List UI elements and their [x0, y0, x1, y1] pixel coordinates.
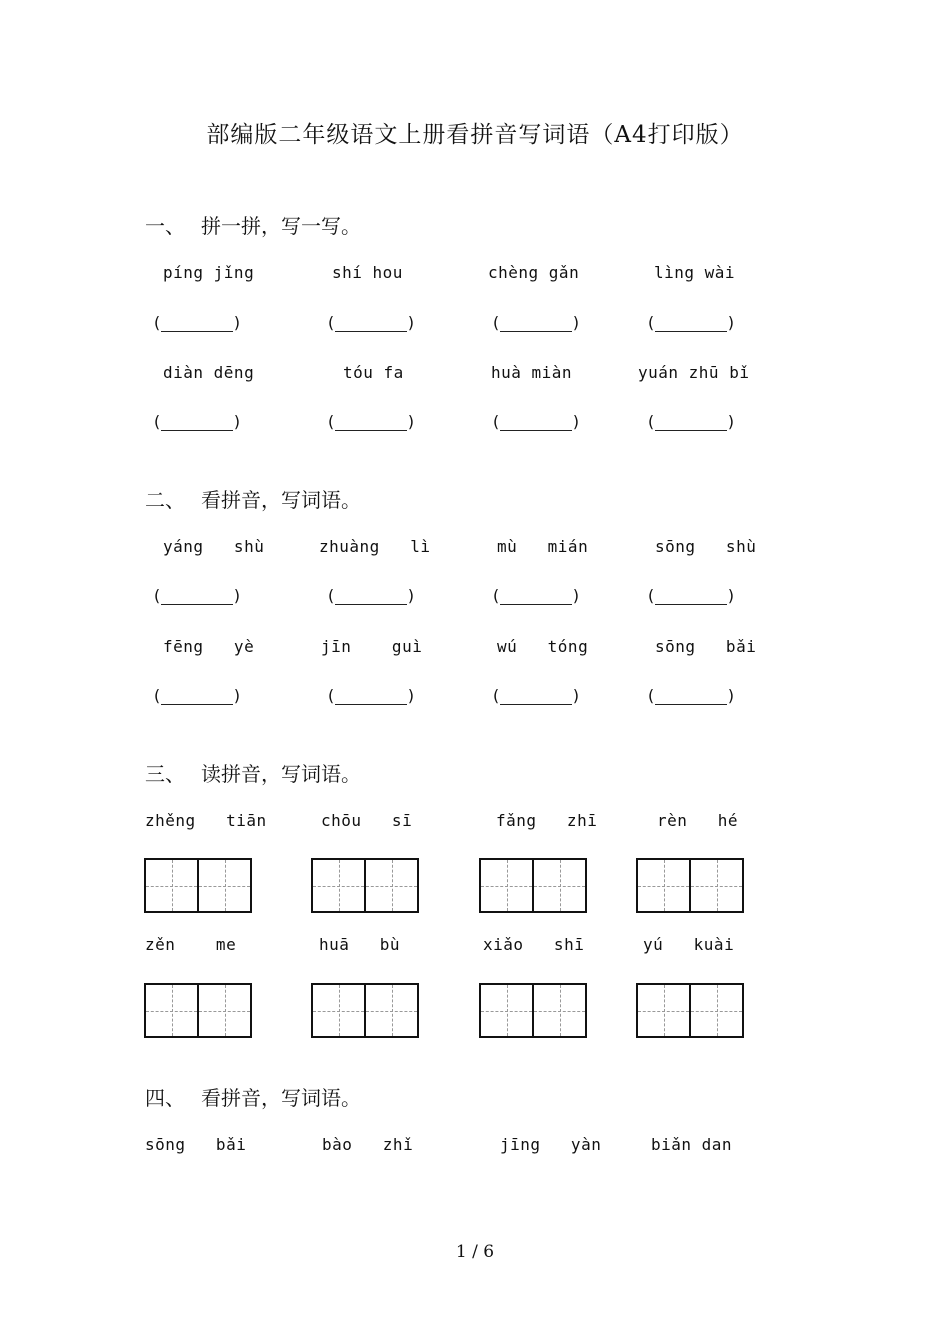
answer-blank[interactable]: ( ): [491, 686, 581, 705]
section-heading-4: [145, 1082, 361, 1111]
writing-grid[interactable]: [144, 983, 252, 1038]
section-number: 四、: [145, 1086, 185, 1110]
answer-blank[interactable]: ( ): [491, 313, 581, 332]
section-heading-2: [145, 484, 361, 513]
section-title: 看拼音，写词语。: [201, 488, 361, 512]
section-heading-1: [145, 210, 361, 239]
pinyin-item: zhěng tiān: [145, 811, 267, 830]
pinyin-item: wú tóng: [497, 637, 589, 656]
writing-grid[interactable]: [144, 858, 252, 913]
pinyin-item: xiǎo shī: [483, 935, 585, 954]
section-number: 三、: [145, 762, 185, 786]
answer-blank[interactable]: ( ): [152, 412, 242, 431]
answer-blank[interactable]: ( ): [646, 586, 736, 605]
answer-blank[interactable]: ( ): [326, 412, 416, 431]
writing-grid[interactable]: [479, 983, 587, 1038]
answer-blank[interactable]: ( ): [646, 412, 736, 431]
writing-grid[interactable]: [636, 983, 744, 1038]
answer-blank[interactable]: ( ): [491, 412, 581, 431]
answer-blank[interactable]: ( ): [152, 313, 242, 332]
writing-grid[interactable]: [311, 858, 419, 913]
answer-blank[interactable]: ( ): [326, 586, 416, 605]
pinyin-item: shí hou: [332, 263, 403, 282]
section-title: 拼一拼，写一写。: [201, 214, 361, 238]
pinyin-item: yuán zhū bǐ: [638, 363, 750, 382]
answer-blank[interactable]: ( ): [646, 313, 736, 332]
answer-blank[interactable]: ( ): [326, 313, 416, 332]
pinyin-item: zhuàng lì: [319, 537, 431, 556]
section-number: 一、: [145, 214, 185, 238]
answer-blank[interactable]: ( ): [491, 586, 581, 605]
pinyin-item: fǎng zhī: [496, 811, 598, 830]
pinyin-item: chōu sī: [321, 811, 413, 830]
pinyin-item: sōng bǎi: [655, 637, 757, 656]
page-title: 部编版二年级语文上册看拼音写词语（A4打印版）: [206, 122, 744, 148]
answer-blank[interactable]: ( ): [152, 586, 242, 605]
pinyin-item: diàn dēng: [163, 363, 255, 382]
section-heading-3: [145, 758, 361, 787]
pinyin-item: yáng shù: [163, 537, 265, 556]
pinyin-item: huà miàn: [491, 363, 573, 382]
pinyin-item: rèn hé: [657, 811, 739, 830]
answer-blank[interactable]: ( ): [326, 686, 416, 705]
pinyin-item: píng jǐng: [163, 263, 255, 282]
section-title: 读拼音，写词语。: [201, 762, 361, 786]
pinyin-item: jīng yàn: [500, 1135, 602, 1154]
pinyin-item: huā bù: [319, 935, 401, 954]
pinyin-item: zěn me: [145, 935, 237, 954]
pinyin-item: jīn guì: [321, 637, 423, 656]
pinyin-item: lìng wài: [654, 263, 736, 282]
pinyin-item: bào zhǐ: [322, 1135, 414, 1154]
pinyin-item: sōng shù: [655, 537, 757, 556]
writing-grid[interactable]: [311, 983, 419, 1038]
section-title: 看拼音，写词语。: [201, 1086, 361, 1110]
pinyin-item: tóu fa: [343, 363, 404, 382]
section-number: 二、: [145, 488, 185, 512]
writing-grid[interactable]: [636, 858, 744, 913]
pinyin-item: yú kuài: [643, 935, 735, 954]
pinyin-item: chèng gǎn: [488, 263, 580, 282]
pinyin-item: biǎn dan: [651, 1135, 733, 1154]
answer-blank[interactable]: ( ): [152, 686, 242, 705]
answer-blank[interactable]: ( ): [646, 686, 736, 705]
pinyin-item: fēng yè: [163, 637, 255, 656]
writing-grid[interactable]: [479, 858, 587, 913]
page-number: 1 / 6: [455, 1242, 495, 1262]
pinyin-item: mù mián: [497, 537, 589, 556]
pinyin-item: sōng bǎi: [145, 1135, 247, 1154]
